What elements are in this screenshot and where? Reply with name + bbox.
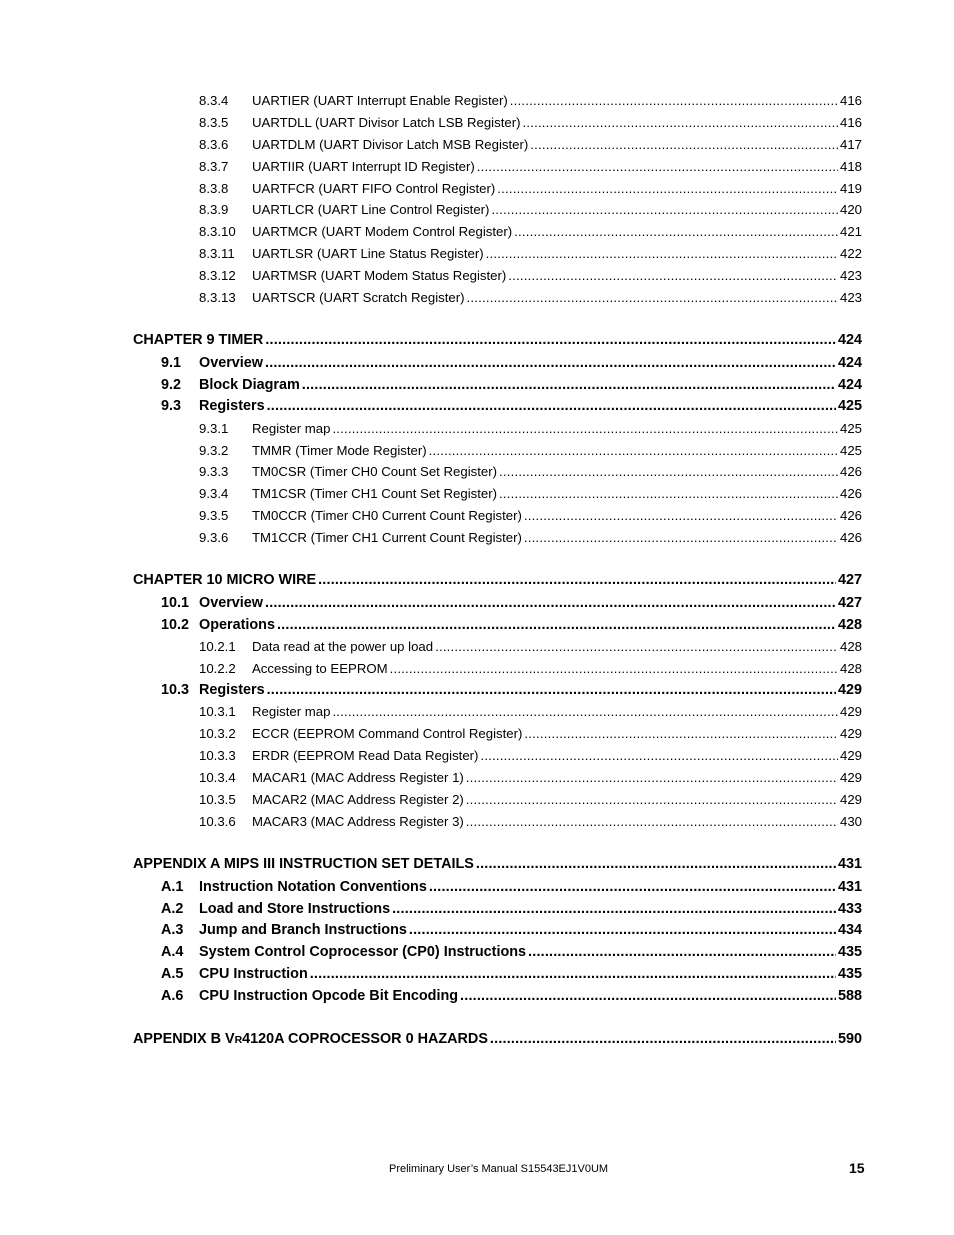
toc-entry-title: TM0CSR (Timer CH0 Count Set Register)	[252, 464, 497, 479]
toc-entry-sec	[161, 922, 862, 938]
dot-leader	[318, 572, 836, 588]
toc-entry-page: 425	[839, 421, 862, 436]
toc-entry-sec	[161, 988, 862, 1004]
toc-entry-title: UARTSCR (UART Scratch Register)	[252, 290, 465, 305]
toc-entry-title: ERDR (EEPROM Read Data Register)	[252, 748, 479, 763]
toc-entry-sec	[161, 682, 862, 698]
toc-entry-title: APPENDIX A MIPS III INSTRUCTION SET DETAILS	[133, 856, 474, 872]
toc-entry-page: 416	[839, 93, 862, 108]
dot-leader	[476, 856, 836, 872]
toc-entry-sec	[161, 377, 862, 393]
toc-entry-title: Register map	[252, 704, 331, 719]
dot-leader	[265, 355, 836, 371]
toc-entry-page: 418	[839, 159, 862, 174]
toc-entry-page: 426	[839, 464, 862, 479]
dot-leader	[265, 595, 836, 611]
toc-entry-page: 429	[839, 792, 862, 807]
toc-entry-page: 423	[839, 290, 862, 305]
toc-entry-sub	[199, 748, 862, 763]
toc-entry-number: 8.3.4	[199, 93, 229, 108]
toc-entry-title: UARTDLM (UART Divisor Latch MSB Register)	[252, 137, 529, 152]
toc-entry-title: TM0CCR (Timer CH0 Current Count Register)	[252, 508, 522, 523]
toc-entry-sec	[161, 966, 862, 982]
toc-entry-page: 425	[839, 443, 862, 458]
toc-entry-page: 429	[837, 682, 862, 698]
toc-entry-page: 424	[837, 355, 862, 371]
toc-entry-page: 424	[837, 332, 862, 348]
toc-entry-page: 426	[839, 508, 862, 523]
dot-leader	[466, 792, 838, 807]
toc-entry-title: UARTFCR (UART FIFO Control Register)	[252, 181, 496, 196]
toc-entry-page: 428	[839, 661, 862, 676]
toc-entry-page: 433	[837, 901, 862, 917]
toc-entry-page: 429	[839, 748, 862, 763]
toc-entry-title: UARTMCR (UART Modem Control Register)	[252, 224, 513, 239]
toc-entry-page: 421	[839, 224, 862, 239]
toc-entry-number: 10.3.2	[199, 726, 236, 741]
toc-entry-sec	[161, 901, 862, 917]
toc-entry-number: 8.3.10	[199, 224, 236, 239]
toc-entry-page: 422	[839, 246, 862, 261]
toc-entry-sec	[161, 355, 862, 371]
dot-leader	[490, 1031, 836, 1047]
toc-entry-title: MACAR3 (MAC Address Register 3)	[252, 814, 464, 829]
toc-entry-page: 590	[837, 1031, 862, 1047]
toc-entry-sub	[199, 508, 862, 523]
toc-entry-title: CHAPTER 9 TIMER	[133, 332, 264, 348]
toc-entry-number: 10.3.6	[199, 814, 236, 829]
dot-leader	[390, 661, 838, 676]
toc-entry-sec	[161, 595, 862, 611]
dot-leader	[508, 268, 838, 283]
manual-title: Preliminary User’s Manual S15543EJ1V0UM	[389, 1163, 609, 1175]
toc-entry-page: 423	[839, 268, 862, 283]
toc-entry-title: Block Diagram	[199, 377, 300, 393]
toc-entry-sub	[199, 639, 862, 654]
toc-entry-title: CPU Instruction Opcode Bit Encoding	[199, 988, 459, 1004]
toc-entry-title: TM1CCR (Timer CH1 Current Count Register)	[252, 530, 522, 545]
dot-leader	[277, 617, 836, 633]
toc-entry-title: Instruction Notation Conventions	[199, 879, 427, 895]
toc-entry-title: Registers	[199, 682, 265, 698]
dot-leader	[392, 901, 836, 917]
toc-entry-sub	[199, 530, 862, 545]
toc-entry-sub	[199, 814, 862, 829]
toc-entry-chap	[133, 1031, 862, 1047]
toc-entry-sec	[161, 617, 862, 633]
toc-entry-number: 8.3.12	[199, 268, 236, 283]
toc-entry-number: A.4	[161, 944, 184, 960]
toc-entry-number: A.2	[161, 901, 184, 917]
toc-entry-page: 435	[837, 944, 862, 960]
toc-entry-number: A.6	[161, 988, 184, 1004]
toc-entry-sub	[199, 246, 862, 261]
toc-entry-number: 9.3.6	[199, 530, 229, 545]
toc-entry-sub	[199, 290, 862, 305]
toc-entry-sub	[199, 770, 862, 785]
dot-leader	[522, 115, 838, 130]
toc-entry-number: 8.3.5	[199, 115, 229, 130]
toc-entry-title: Accessing to EEPROM	[252, 661, 388, 676]
toc-entry-title: Jump and Branch Instructions	[199, 922, 407, 938]
toc-entry-sec	[161, 398, 862, 414]
dot-leader	[267, 398, 836, 414]
dot-leader	[460, 988, 836, 1004]
toc-entry-sub	[199, 137, 862, 152]
dot-leader	[477, 159, 838, 174]
toc-entry-number: 9.3.5	[199, 508, 229, 523]
toc-entry-title: MACAR2 (MAC Address Register 2)	[252, 792, 464, 807]
toc-entry-number: 9.3.2	[199, 443, 229, 458]
toc-entry-number: 9.1	[161, 355, 182, 371]
toc-entry-sub	[199, 159, 862, 174]
dot-leader	[514, 224, 838, 239]
dot-leader	[267, 682, 836, 698]
toc-entry-title: UARTLCR (UART Line Control Register)	[252, 202, 490, 217]
dot-leader	[530, 137, 838, 152]
toc-entry-sub	[199, 792, 862, 807]
toc-entry-page: 416	[839, 115, 862, 130]
toc-entry-page: 434	[837, 922, 862, 938]
toc-entry-page: 425	[837, 398, 862, 414]
toc-entry-number: 9.3	[161, 398, 182, 414]
toc-entry-title: CPU Instruction	[199, 966, 308, 982]
toc-entry-sec	[161, 944, 862, 960]
dot-leader	[524, 508, 838, 523]
toc-entry-number: 10.1	[161, 595, 190, 611]
toc-entry-number: 9.3.3	[199, 464, 229, 479]
toc-entry-page: 429	[839, 770, 862, 785]
toc-entry-chap	[133, 332, 862, 348]
dot-leader	[310, 966, 836, 982]
toc-entry-title: UARTDLL (UART Divisor Latch LSB Register)	[252, 115, 521, 130]
toc-entry-title: UARTIIR (UART Interrupt ID Register)	[252, 159, 475, 174]
toc-entry-title: System Control Coprocessor (CP0) Instructions	[199, 944, 527, 960]
toc-entry-sub	[199, 268, 862, 283]
dot-leader	[467, 290, 838, 305]
toc-entry-page: 429	[839, 704, 862, 719]
dot-leader	[409, 922, 836, 938]
toc-entry-sub	[199, 224, 862, 239]
toc-entry-number: 10.3.5	[199, 792, 236, 807]
dot-leader	[524, 530, 838, 545]
toc-entry-title: Data read at the power up load	[252, 639, 434, 654]
toc-entry-sub	[199, 464, 862, 479]
toc-entry-page: 431	[837, 856, 862, 872]
dot-leader	[491, 202, 838, 217]
dot-leader	[499, 486, 838, 501]
toc-entry-sub	[199, 115, 862, 130]
toc-entry-sub	[199, 202, 862, 217]
dot-leader	[332, 421, 838, 436]
dot-leader	[429, 443, 838, 458]
dot-leader	[524, 726, 838, 741]
toc-entry-number: 8.3.8	[199, 181, 229, 196]
toc-entry-title: MACAR1 (MAC Address Register 1)	[252, 770, 464, 785]
dot-leader	[497, 181, 838, 196]
toc-entry-page: 431	[837, 879, 862, 895]
toc-entry-number: 8.3.6	[199, 137, 229, 152]
page-number: 15	[849, 1160, 865, 1176]
toc-entry-title: UARTIER (UART Interrupt Enable Register)	[252, 93, 508, 108]
dot-leader	[486, 246, 838, 261]
dot-leader	[302, 377, 836, 393]
toc-entry-number: 9.2	[161, 377, 182, 393]
toc-entry-page: 420	[839, 202, 862, 217]
toc-entry-title: Load and Store Instructions	[199, 901, 391, 917]
toc-entry-title: ECCR (EEPROM Command Control Register)	[252, 726, 523, 741]
dot-leader	[499, 464, 838, 479]
toc-entry-number: 10.3.1	[199, 704, 236, 719]
toc-entry-sub	[199, 661, 862, 676]
toc-entry-title: Registers	[199, 398, 265, 414]
dot-leader	[510, 93, 838, 108]
toc-entry-title: TMMR (Timer Mode Register)	[252, 443, 427, 458]
toc-entry-sub	[199, 486, 862, 501]
toc-entry-sub	[199, 181, 862, 196]
toc-entry-number: 8.3.7	[199, 159, 229, 174]
toc-entry-title: CHAPTER 10 MICRO WIRE	[133, 572, 317, 588]
toc-entry-sub	[199, 93, 862, 108]
toc-entry-page: 426	[839, 486, 862, 501]
toc-entry-page: 417	[839, 137, 862, 152]
toc-entry-sub	[199, 421, 862, 436]
toc-entry-page: 427	[837, 572, 862, 588]
toc-entry-title: APPENDIX B VR4120A COPROCESSOR 0 HAZARDS	[133, 1031, 488, 1047]
toc-entry-number: 9.3.1	[199, 421, 229, 436]
toc-entry-page: 435	[837, 966, 862, 982]
dot-leader	[466, 770, 838, 785]
toc-entry-page: 427	[837, 595, 862, 611]
dot-leader	[480, 748, 838, 763]
toc-entry-number: 10.3	[161, 682, 190, 698]
toc-entry-number: 10.2.1	[199, 639, 236, 654]
toc-entry-number: 10.2.2	[199, 661, 236, 676]
dot-leader	[265, 332, 836, 348]
toc-entry-sub	[199, 704, 862, 719]
toc-entry-page: 428	[839, 639, 862, 654]
toc-entry-title: Operations	[199, 617, 275, 633]
toc-entry-page: 428	[837, 617, 862, 633]
toc-entry-sec	[161, 879, 862, 895]
toc-entry-sub	[199, 726, 862, 741]
toc-entry-number: 10.2	[161, 617, 190, 633]
toc-entry-title: UARTMSR (UART Modem Status Register)	[252, 268, 507, 283]
toc-entry-number: A.1	[161, 879, 184, 895]
toc-entry-chap	[133, 856, 862, 872]
toc-entry-title: Overview	[199, 595, 263, 611]
toc-entry-number: 8.3.13	[199, 290, 236, 305]
toc-entry-number: 9.3.4	[199, 486, 229, 501]
toc-entry-number: A.5	[161, 966, 184, 982]
dot-leader	[528, 944, 836, 960]
toc-entry-page: 429	[839, 726, 862, 741]
toc-entry-page: 426	[839, 530, 862, 545]
toc-entry-number: A.3	[161, 922, 184, 938]
toc-entry-page: 424	[837, 377, 862, 393]
toc-entry-page: 419	[839, 181, 862, 196]
toc-entry-number: 8.3.9	[199, 202, 229, 217]
toc-entry-title: Register map	[252, 421, 331, 436]
dot-leader	[466, 814, 838, 829]
dot-leader	[435, 639, 838, 654]
toc-entry-title: Overview	[199, 355, 263, 371]
dot-leader	[332, 704, 838, 719]
dot-leader	[429, 879, 836, 895]
toc-entry-number: 8.3.11	[199, 246, 235, 261]
toc-entry-chap	[133, 572, 862, 588]
toc-entry-title: UARTLSR (UART Line Status Register)	[252, 246, 484, 261]
toc-entry-number: 10.3.3	[199, 748, 236, 763]
toc-entry-sub	[199, 443, 862, 458]
toc-entry-page: 430	[839, 814, 862, 829]
toc-entry-title: TM1CSR (Timer CH1 Count Set Register)	[252, 486, 497, 501]
toc-entry-page: 588	[837, 988, 862, 1004]
toc-entry-number: 10.3.4	[199, 770, 236, 785]
